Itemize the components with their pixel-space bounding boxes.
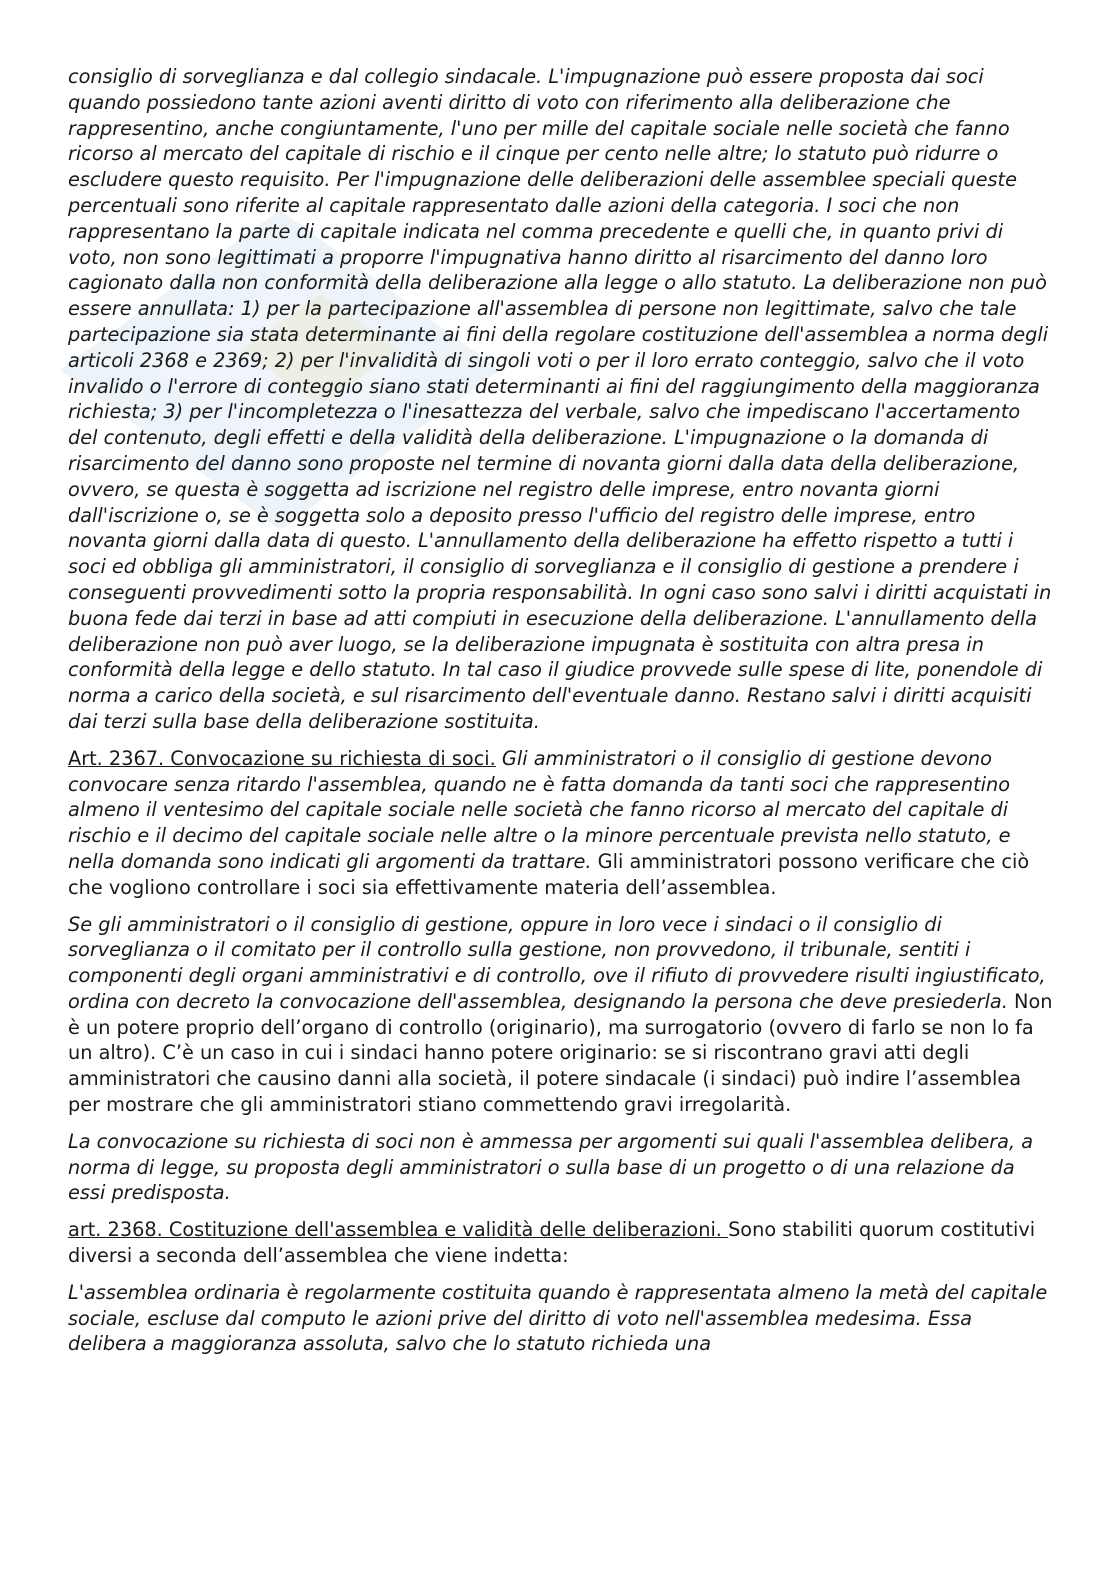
commentary-sindaci: Non è un potere proprio dell’organo di controllo (originario), ma surrogatorio (ovvero di farlo se non lo fa un altro). C’è un caso in cui i sindaci hanno potere originario: se si riscontrano gravi atti degli amministratori che causino danni alla società, il potere sindacale (i sindaci) può indire l’assemblea per mostrare che gli amministratori stiano commettendo gravi irregolarità. — [68, 989, 1053, 1117]
paragraph-assemblea-ordinaria: L'assemblea ordinaria è regolarmente costituita quando è rappresentata almeno la metà del capitale sociale, escluse dal computo le azioni prive del diritto di voto nell'assemblea medesima. Essa delibera a maggioranza assoluta, salvo che lo statuto richieda una — [68, 1280, 1048, 1356]
commentary-2367: Gli amministratori possono verificare che ciò che vogliono controllare i soci sia effettivamente materia dell’assemblea. — [68, 849, 1030, 899]
article-text-2367: Gli amministratori o il consiglio di gestione devono convocare senza ritardo l'assemblea, quando ne è fatta domanda da tanti soci che rappresentino almeno il ventesimo del capitale sociale nelle società che fanno ricorso al mercato del capitale di rischio e il decimo del capitale sociale nelle altre o la minore percentuale prevista nello statuto, e nella domanda sono indicati gli argomenti da trattare. — [68, 746, 1011, 873]
paragraph-tribunale — [68, 912, 1053, 1118]
paragraph-art-2368 — [68, 1217, 1053, 1269]
paragraph-art-2367 — [68, 746, 1053, 901]
paragraph-convocazione-non-ammessa: La convocazione su richiesta di soci non è ammessa per argomenti sui quali l'assemblea delibera, a norma di legge, su proposta degli amministratori o sulla base di un progetto o di una relazione da essi predisposta. — [68, 1129, 1034, 1205]
document-page — [68, 64, 1053, 1368]
article-heading-2368: art. 2368. Costituzione dell'assemblea e validità delle deliberazioni. — [68, 1218, 729, 1242]
article-heading-2367: Art. 2367. Convocazione su richiesta di soci. — [68, 746, 496, 770]
article-text-tribunale: Se gli amministratori o il consiglio di gestione, oppure in loro vece i sindaci o il consiglio di sorveglianza o il comitato per il controllo sulla gestione, non provvedono, il tribunale, sentiti i componenti degli organi amministrativi e di controllo, ove il rifiuto di provvedere risulti ingiustificato, ordina con decreto la convocazione dell'assemblea, designando la persona che deve presiederla. — [68, 912, 1046, 1013]
commentary-2368: Sono stabiliti quorum costitutivi diversi a seconda dell’assemblea che viene indetta: — [68, 1218, 1036, 1268]
paragraph-impugnazione: consiglio di sorveglianza e dal collegio sindacale. L'impugnazione può essere proposta dai soci quando possiedono tante azioni aventi diritto di voto con riferimento alla deliberazione che rappresentino, anche congiuntamente, l'uno per mille del capitale sociale nelle società che fanno ricorso al mercato del capitale di rischio e il cinque per cento nelle altre; lo statuto può ridurre o escludere questo requisito. Per l'impugnazione delle deliberazioni delle assemblee speciali queste percentuali sono riferite al capitale rappresentato dalle azioni della categoria. I soci che non rappresentano la parte di capitale indicata nel comma precedente e quelli che, in quanto privi di voto, non sono legittimati a proporre l'impugnativa hanno diritto al risarcimento del danno loro cagionato dalla non conformità della deliberazione alla legge o allo statuto. La deliberazione non può essere annullata: 1) per la partecipazione all'assemblea di persone non legittimate, salvo che tale partecipazione sia stata determinante ai fini della regolare costituzione dell'assemblea a norma degli articoli 2368 e 2369; 2) per l'invalidità di singoli voti o per il loro errato conteggio, salvo che il voto invalido o l'errore di conteggio siano stati determinanti ai fini del raggiungimento della maggioranza richiesta; 3) per l'incompletezza o l'inesattezza del verbale, salvo che impediscano l'accertamento del contenuto, degli effetti e della validità della deliberazione. L'impugnazione o la domanda di risarcimento del danno sono proposte nel termine di novanta giorni dalla data della deliberazione, ovvero, se questa è soggetta ad iscrizione nel registro delle imprese, entro novanta giorni dall'iscrizione o, se è soggetta solo a deposito presso l'ufficio del registro delle imprese, entro novanta giorni dalla data di questo. L'annullamento della deliberazione ha effetto rispetto a tutti i soci ed obbliga gli amministratori, il consiglio di sorveglianza e il consiglio di gestione a prendere i conseguenti provvedimenti sotto la propria responsabilità. In ogni caso sono salvi i diritti acquistati in buona fede dai terzi in base ad atti compiuti in esecuzione della deliberazione. L'annullamento della deliberazione non può aver luogo, se la deliberazione impugnata è sostituita con altra presa in conformità della legge e dello statuto. In tal caso il giudice provvede sulle spese di lite, ponendole di norma a carico della società, e sul risarcimento dell'eventuale danno. Restano salvi i diritti acquisiti dai terzi sulla base della deliberazione sostituita. — [68, 65, 1052, 733]
